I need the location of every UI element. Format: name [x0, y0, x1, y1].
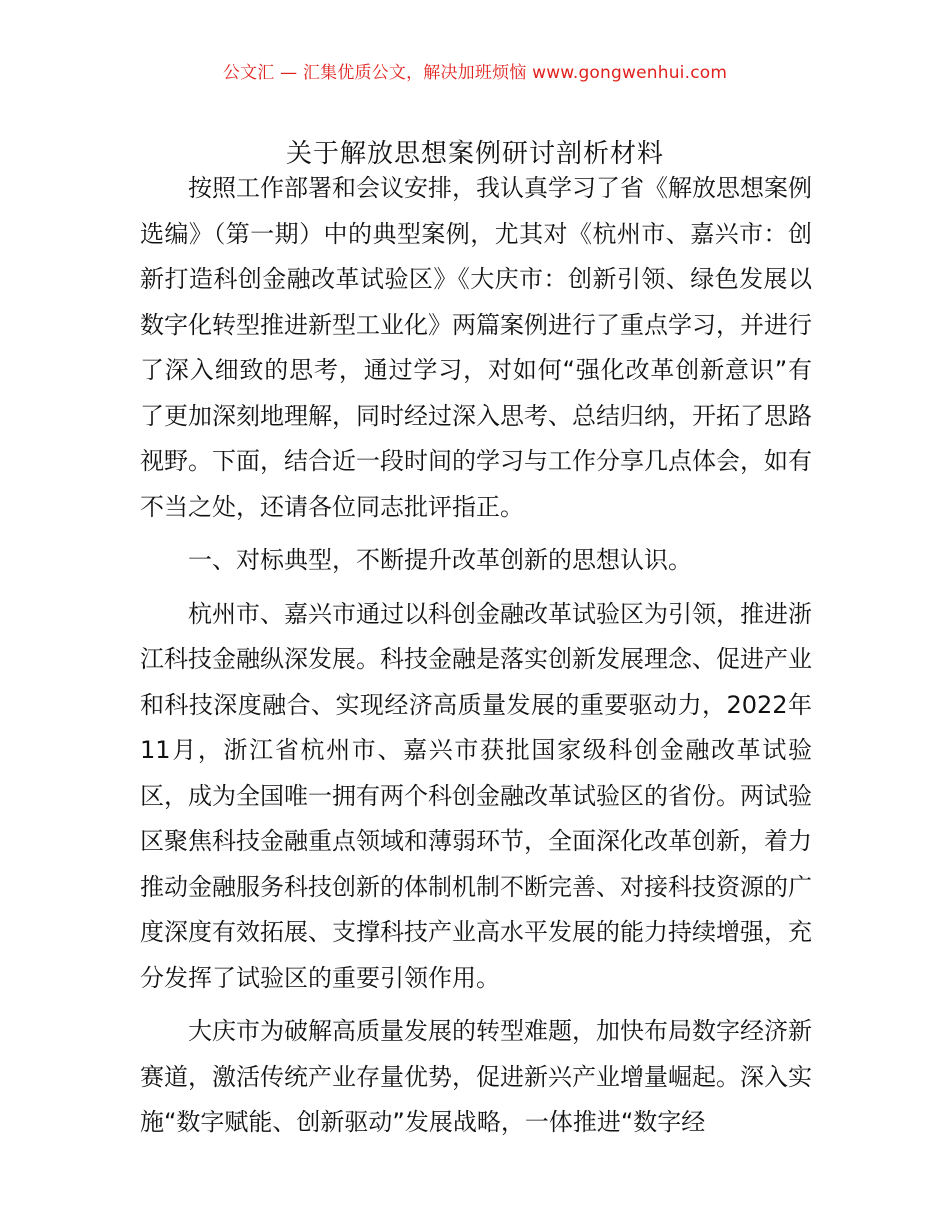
body-paragraph-daqing: 大庆市为破解高质量发展的转型难题，加快布局数字经济新赛道，激活传统产业存量优势，促进新兴产业增量崛起。深入实施“数字赋能、创新驱动”发展战略，一体推进“数字经 — [140, 1017, 812, 1136]
intro-paragraph: 按照工作部署和会议安排，我认真学习了省《解放思想案例选编》（第一期）中的典型案例，尤其对《杭州市、嘉兴市：创新打造科创金融改革试验区》《大庆市：创新引领、绿色发展以数字化转型推进新型工业化》两篇案例进行了重点学习，并进行了深入细致的思考，通过学习，对如何“强化改革创新意识”有了更加深刻地理解，同时经过深入思考、总结归纳，开拓了思路视野。下面，结合近一段时间的学习与工作分享几点体会，如有不当之处，还请各位同志批评指正。 — [140, 174, 812, 521]
document-body — [140, 166, 812, 1146]
site-header-banner: 公文汇 — 汇集优质公文，解决加班烦恼 www.gongwenhui.com — [222, 63, 728, 83]
body-paragraph-hangzhou-jiaxing: 杭州市、嘉兴市通过以科创金融改革试验区为引领，推进浙江科技金融纵深发展。科技金融是落实创新发展理念、促进产业和科技深度融合、实现经济高质量发展的重要驱动力，2022年11月，浙江省杭州市、嘉兴市获批国家级科创金融改革试验区，成为全国唯一拥有两个科创金融改革试验区的省份。两试验区聚焦科技金融重点领域和薄弱环节，全面深化改革创新，着力推动金融服务科技创新的体制机制不断完善、对接科技资源的广度深度有效拓展、支撑科技产业高水平发展的能力持续增强，充分发挥了试验区的重要引领作用。 — [140, 599, 812, 992]
document-title: 关于解放思想案例研讨剖析材料 — [285, 139, 664, 170]
section-heading-1: 一、对标典型，不断提升改革创新的思想认识。 — [188, 546, 692, 574]
